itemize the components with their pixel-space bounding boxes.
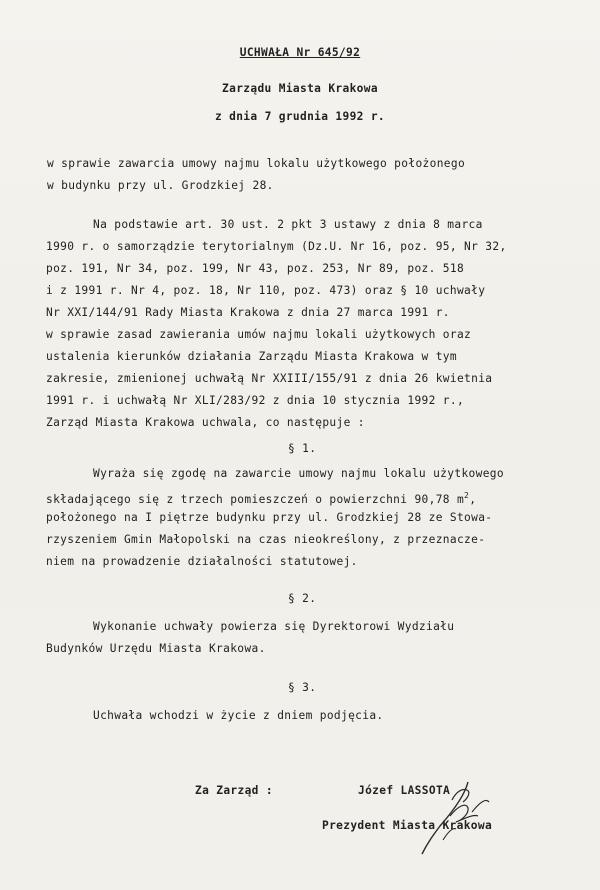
subject-line-1: w sprawie zawarcia umowy najmu lokalu użytkowego położonego bbox=[47, 157, 466, 170]
preamble-line-2: 1990 r. o samorządzie terytorialnym (Dz.U. Nr 16, poz. 95, Nr 32, bbox=[46, 240, 507, 253]
resolution-title: UCHWAŁA Nr 645/92 bbox=[239, 46, 361, 59]
handwritten-signature bbox=[410, 772, 500, 862]
section-1-heading: § 1. bbox=[288, 442, 317, 455]
for-board-label: Za Zarząd : bbox=[195, 784, 273, 797]
preamble-line-5: Nr XXI/144/91 Rady Miasta Krakowa z dnia 27 marca 1991 r. bbox=[46, 306, 450, 319]
signatory-name: Józef LASSOTA bbox=[358, 784, 451, 797]
section-2-line-2: Budynków Urzędu Miasta Krakowa. bbox=[46, 642, 266, 655]
section-2-heading: § 2. bbox=[288, 592, 317, 605]
section-1-line-1: Wyraża się zgodę na zawarcie umowy najmu lokalu użytkowego bbox=[93, 467, 504, 480]
section-2-line-1: Wykonanie uchwały powierza się Dyrektorowi Wydziału bbox=[93, 620, 455, 633]
preamble-line-7: ustalenia kierunków działania Zarządu Miasta Krakowa w tym bbox=[46, 350, 457, 363]
section-1-line-5: niem na prowadzenie działalności statutowej. bbox=[46, 555, 358, 568]
issuer: Zarządu Miasta Krakowa bbox=[222, 82, 378, 95]
preamble-line-4: i z 1991 r. Nr 4, poz. 18, Nr 110, poz. 473) oraz § 10 uchwały bbox=[46, 284, 486, 297]
signatory-title: Prezydent Miasta Krakowa bbox=[322, 819, 493, 832]
section-1-line-4: rzyszeniem Gmin Małopolski na czas nieokreślony, z przeznacze- bbox=[46, 533, 486, 546]
area-unit-superscript: 2 bbox=[464, 491, 470, 500]
section-1-line-3: położonego na I piętrze budynku przy ul. Grodzkiej 28 ze Stowa- bbox=[46, 511, 493, 524]
section-1-line-2: składającego się z trzech pomieszczeń o powierzchni 90,78 $m^2$, bbox=[46, 491, 477, 506]
subject-line-2: w budynku przy ul. Grodzkiej 28. bbox=[47, 179, 274, 192]
section-3-heading: § 3. bbox=[288, 681, 317, 694]
preamble-line-10: Zarząd Miasta Krakowa uchwala, co następuje : bbox=[46, 416, 365, 429]
resolution-date: z dnia 7 grudnia 1992 r. bbox=[214, 110, 386, 123]
section-3-line-1: Uchwała wchodzi w życie z dniem podjęcia. bbox=[93, 709, 384, 722]
preamble-line-9: 1991 r. i uchwałą Nr XLI/283/92 z dnia 10 stycznia 1992 r., bbox=[46, 394, 465, 407]
preamble-line-8: zakresie, zmienionej uchwałą Nr XXIII/155/91 z dnia 26 kwietnia bbox=[46, 372, 493, 385]
preamble-line-3: poz. 191, Nr 34, poz. 199, Nr 43, poz. 253, Nr 89, poz. 518 bbox=[46, 262, 465, 275]
preamble-line-1: Na podstawie art. 30 ust. 2 pkt 3 ustawy z dnia 8 marca bbox=[93, 218, 483, 231]
preamble-line-6: w sprawie zasad zawierania umów najmu lokali użytkowych oraz bbox=[46, 328, 472, 341]
